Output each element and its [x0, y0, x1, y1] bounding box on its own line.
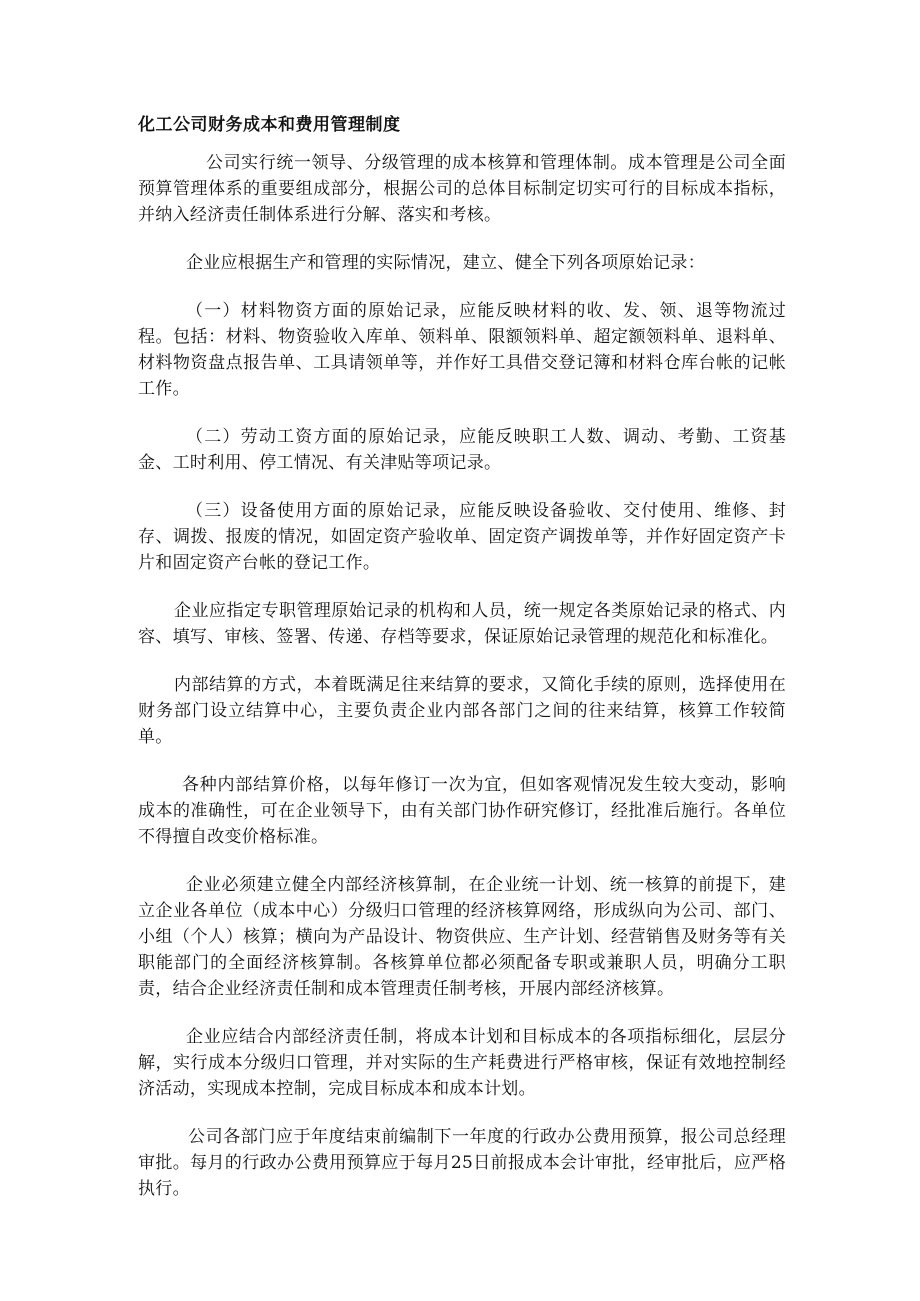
document-page [138, 112, 786, 1224]
document-title: 化工公司财务成本和费用管理制度 [138, 115, 401, 135]
paragraph-records-management: 企业应指定专职管理原始记录的机构和人员，统一规定各类原始记录的格式、内容、填写、审核、签署、传递、存档等要求，保证原始记录管理的规范化和标准化。 [138, 601, 786, 647]
paragraph-cost-management-system: 公司实行统一领导、分级管理的成本核算和管理体制。成本管理是公司全面预算管理体系的重要组成部分，根据公司的总体目标制定切实可行的目标成本指标，并纳入经济责任制体系进行分解、落实和考核。 [138, 153, 786, 225]
paragraph-equipment-records: （三）设备使用方面的原始记录，应能反映设备验收、交付使用、维修、封存、调拨、报废的情况，如固定资产验收单、固定资产调拨单等，并作好固定资产卡片和固定资产台帐的登记工作。 [138, 501, 786, 573]
paragraph-office-budget: 公司各部门应于年度结束前编制下一年度的行政办公费用预算，报公司总经理审批。每月的行政办公费用预算应于每月25日前报成本会计审批，经审批后，应严格执行。 [138, 1127, 786, 1199]
paragraph-labor-wage-records: （二）劳动工资方面的原始记录，应能反映职工人数、调动、考勤、工资基金、工时利用、停工情况、有关津贴等项记录。 [138, 427, 786, 473]
paragraph-economic-accounting: 企业必须建立健全内部经济核算制，在企业统一计划、统一核算的前提下，建立企业各单位（成本中心）分级归口管理的经济核算网络，形成纵向为公司、部门、小组（个人）核算；横向为产品设计、物资供应、生产计划、经营销售及财务等有关职能部门的全面经济核算制。各核算单位都必须配备专职或兼职人员，明确分工职责，结合企业经济责任制和成本管理责任制考核，开展内部经济核算。 [138, 875, 786, 999]
paragraph-cost-control: 企业应结合内部经济责任制，将成本计划和目标成本的各项指标细化，层层分解，实行成本分级归口管理，并对实际的生产耗费进行严格审核，保证有效地控制经济活动，实现成本控制，完成目标成本和成本计划。 [138, 1027, 786, 1099]
paragraph-original-records-intro: 企业应根据生产和管理的实际情况，建立、健全下列各项原始记录： [186, 253, 705, 273]
paragraph-materials-records: （一）材料物资方面的原始记录，应能反映材料的收、发、领、退等物流过程。包括：材料、物资验收入库单、领料单、限额领料单、超定额领料单、退料单、材料物资盘点报告单、工具请领单等，并作好工具借交登记簿和材料仓库台帐的记帐工作。 [138, 301, 786, 399]
paragraph-internal-settlement-prices: 各种内部结算价格，以每年修订一次为宜，但如客观情况发生较大变动，影响成本的准确性，可在企业领导下，由有关部门协作研究修订，经批准后施行。各单位不得擅自改变价格标准。 [138, 775, 786, 847]
paragraph-internal-settlement-method: 内部结算的方式，本着既满足往来结算的要求，又简化手续的原则，选择使用在财务部门设立结算中心，主要负责企业内部各部门之间的往来结算，核算工作较简单。 [138, 675, 786, 747]
